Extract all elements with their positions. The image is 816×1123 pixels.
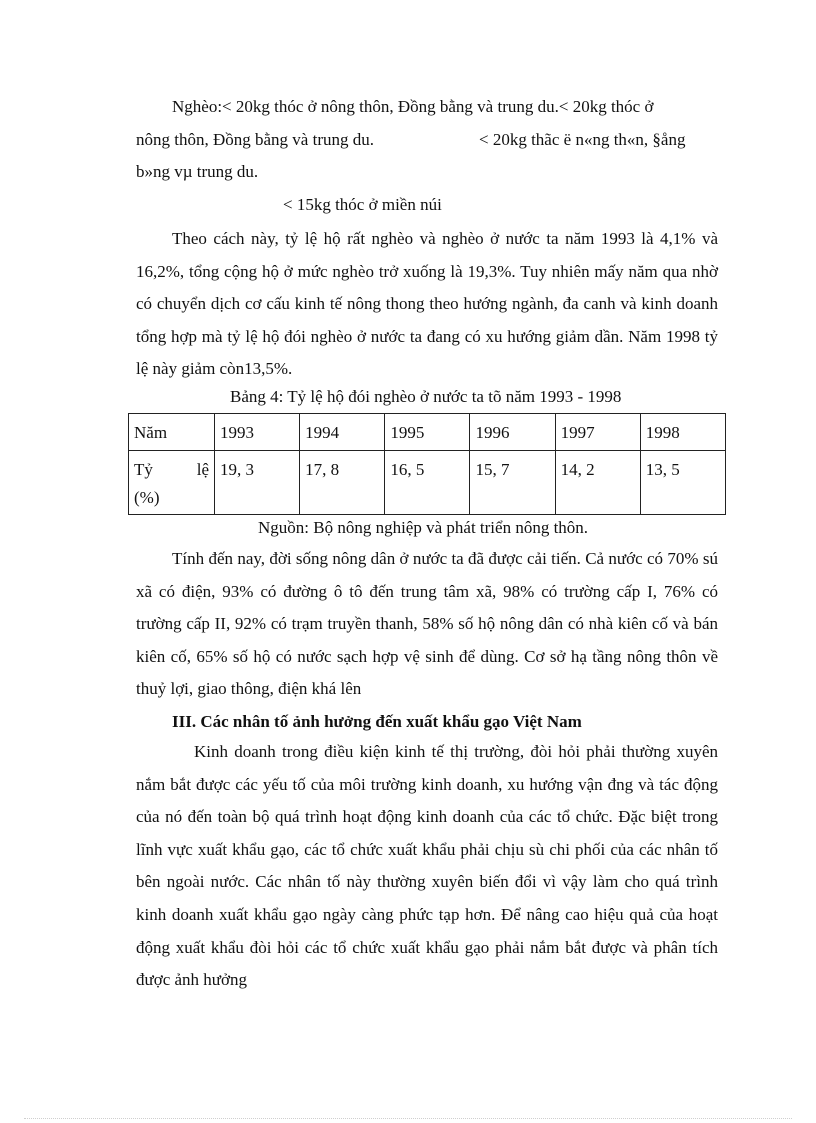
row-label-word1: Tỷ [134,460,153,479]
page-bottom-rule [24,1118,792,1119]
table-source: Nguồn: Bộ nông nghiệp và phát triển nông thôn. [258,518,589,537]
intro-line-2b: < 20kg thãc ë n«ng th«n, §ång [479,130,686,149]
table-caption: Bảng 4: Tỷ lệ hộ đói nghèo ở nước ta tõ năm 1993 - 1998 [230,387,622,406]
value-cell: 15, 7 [470,451,555,515]
year-cell: 1995 [385,414,470,451]
year-cell: 1996 [470,414,555,451]
year-cell: 1993 [215,414,300,451]
value-cell: 17, 8 [300,451,385,515]
section-heading: III. Các nhân tố ảnh hưởng đến xuất khẩu gạo Việt Nam [172,712,582,731]
year-cell: 1998 [640,414,725,451]
intro-line-2a: nông thôn, Đồng bằng và trung du. [136,130,374,149]
poverty-rate-table [128,413,726,515]
paragraph-rural-life: Tính đến nay, đời sống nông dân ở nước ta đã được cải tiến. Cả nước có 70% sú xã có điện, 93% có đường ô tô đến trung tâm xã, 98% có trường cấp I, 76% có trường cấp II, 92% có trạm truyền thanh, 58% số hộ nông dân có nhà kiên cố và bán kiên cố, 65% số hộ có nước sạch hợp vệ sinh để dùng. Cơ sở hạ tầng nông thôn về thuỷ lợi, giao thông, điện khá lên [136,549,718,699]
row-label-words [134,456,209,484]
year-cell: 1997 [555,414,640,451]
table-value-row [129,451,726,515]
paragraph-poverty-rate: Theo cách này, tỷ lệ hộ rất nghèo và nghèo ở nước ta năm 1993 là 4,1% và 16,2%, tổng cộng hộ ở mức nghèo trở xuống là 19,3%. Tuy nhiên mấy năm qua nhờ có chuyển dịch cơ cấu kinh tế nông thong theo hướng ngành, đa canh và kinh doanh tổng hợp mà tỷ lệ hộ đói nghèo ở nước ta đang có xu hướng giảm dần. Năm 1998 tỷ lệ này giảm còn13,5%. [136,229,718,379]
intro-line-4: < 15kg thóc ở miền núi [283,195,442,214]
intro-line-3: b»ng vµ trung du. [136,162,259,181]
intro-line-1: Nghèo:< 20kg thóc ở nông thôn, Đồng bằng và trung du.< 20kg thóc ở [172,97,654,116]
table-header-row [129,414,726,451]
header-label-cell: Năm [129,414,215,451]
value-cell: 16, 5 [385,451,470,515]
value-cell: 13, 5 [640,451,725,515]
row-label-word2: lệ [196,460,209,479]
value-cell: 14, 2 [555,451,640,515]
row-label-cell [129,451,215,515]
year-cell: 1994 [300,414,385,451]
row-label-unit: (%) [134,488,160,507]
paragraph-factors: Kinh doanh trong điều kiện kinh tế thị trường, đòi hỏi phải thường xuyên nắm bắt được các yếu tố của môi trường kinh doanh, xu hướng vận đng và tác động của nó đến toàn bộ quá trình hoạt động kinh doanh của các tổ chức. Đặc biệt trong lĩnh vực xuất khẩu gạo, các tổ chức xuất khẩu phải chịu sù chi phối của các nhân tố bên ngoài nước. Các nhân tố này thường xuyên biến đổi vì vậy làm cho quá trình kinh doanh xuất khẩu gạo ngày càng phức tạp hơn. Để nâng cao hiệu quả của hoạt động xuất khẩu đòi hỏi các tổ chức xuất khẩu gạo phải nắm bắt được và phân tích được ảnh hưởng [136,742,718,990]
value-cell: 19, 3 [215,451,300,515]
